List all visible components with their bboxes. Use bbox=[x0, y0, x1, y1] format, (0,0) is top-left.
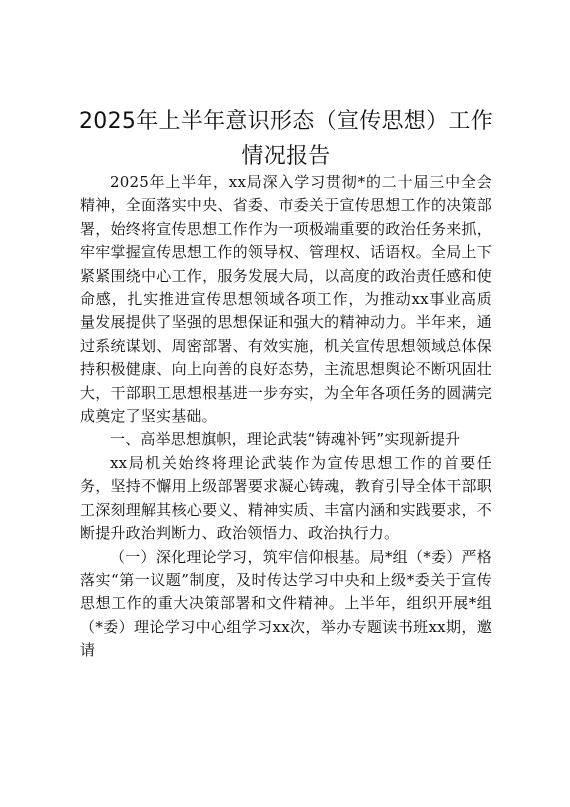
section-1-paragraph: xx局机关始终将理论武装作为宣传思想工作的首要任务，坚持不懈用上级部署要求凝心铸魂，教育引导全体干部职工深刻理解其核心要义、精神实质、丰富内涵和实践要求，不断提升政治判断力、政治领悟力、政治执行力。 bbox=[80, 453, 492, 543]
section-1-heading: 一、高举思想旗帜，理论武装“铸魂补钙”实现新提升 bbox=[110, 430, 461, 449]
document-body bbox=[80, 171, 492, 663]
subsection-1-body: 局*组（*委）严格落实“第一议题”制度，及时传达学习中央和上级*委关于宣传思想工作的重大决策部署和文件精神。上半年，组织开展*组（*委）理论学习中心组学习xx次，举办专题读书班xx期，邀请 bbox=[80, 547, 492, 660]
document-title: 2025年上半年意识形态（宣传思想）工作情况报告 bbox=[79, 109, 493, 169]
subsection-1-paragraph bbox=[80, 546, 492, 663]
subsection-1-lead: （一）深化理论学习，筑牢信仰根基。 bbox=[110, 547, 370, 566]
intro-paragraph: 2025年上半年，xx局深入学习贯彻*的二十届三中全会精神，全面落实中央、省委、市委关于宣传思想工作的决策部署，始终将宣传思想工作作为一项极端重要的政治任务来抓，牢牢掌握宣传思想工作的领导权、管理权、话语权。全局上下紧紧围绕中心工作，服务发展大局，以高度的政治责任感和使命感，扎实推进宣传思想领域各项工作，为推动xx事业高质量发展提供了坚强的思想保证和强大的精神动力。半年来，通过系统谋划、周密部署、有效实施，机关宣传思想领域总体保持积极健康、向上向善的良好态势，主流思想舆论不断巩固壮大，干部职工思想根基进一步夯实，为全年各项任务的圆满完成奠定了坚实基础。 bbox=[80, 173, 492, 426]
